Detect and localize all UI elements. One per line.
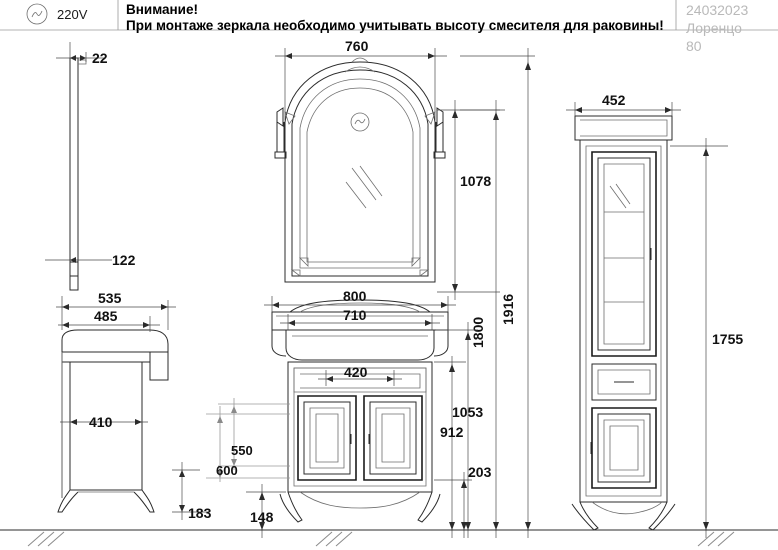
- dim-drawer-width: 420: [344, 364, 368, 380]
- column-view-group: [566, 92, 743, 538]
- dim-mirror-height: 1078: [460, 173, 492, 189]
- dim-total-1916: 1916: [500, 293, 516, 325]
- dim-counter-depth: 535: [98, 290, 122, 306]
- dim-bracket-height: 122: [112, 252, 136, 268]
- warning-text: При монтаже зеркала необходимо учитывать высоту смесителя для раковины!: [126, 18, 664, 33]
- dim-cabinet-width: 710: [343, 307, 367, 323]
- dim-total-1800: 1800: [470, 316, 486, 348]
- dim-body-depth: 410: [89, 414, 113, 430]
- dim-column-width: 452: [602, 92, 626, 108]
- floor-hatching: [28, 532, 734, 546]
- warning-title: Внимание!: [126, 2, 198, 17]
- dim-1053: 1053: [452, 404, 484, 420]
- dim-leg-height: 183: [188, 505, 212, 521]
- article-number: 24032023: [686, 2, 749, 18]
- dim-550: 550: [231, 443, 253, 458]
- model-name: Лоренцо: [686, 20, 742, 36]
- dim-mirror-width: 760: [345, 38, 369, 54]
- dim-counter-width: 800: [343, 288, 367, 304]
- dim-148: 148: [250, 509, 274, 525]
- side-view-group: [45, 42, 212, 521]
- dim-912: 912: [440, 424, 464, 440]
- voltage-label: 220V: [57, 7, 88, 22]
- dim-203: 203: [468, 464, 492, 480]
- front-view-group: [206, 38, 535, 538]
- model-size: 80: [686, 38, 702, 54]
- dim-mirror-depth: 22: [92, 50, 108, 66]
- voltage-icon: [27, 4, 47, 24]
- dim-600: 600: [216, 463, 238, 478]
- dim-column-height: 1755: [712, 331, 744, 347]
- dim-cabinet-depth: 485: [94, 308, 118, 324]
